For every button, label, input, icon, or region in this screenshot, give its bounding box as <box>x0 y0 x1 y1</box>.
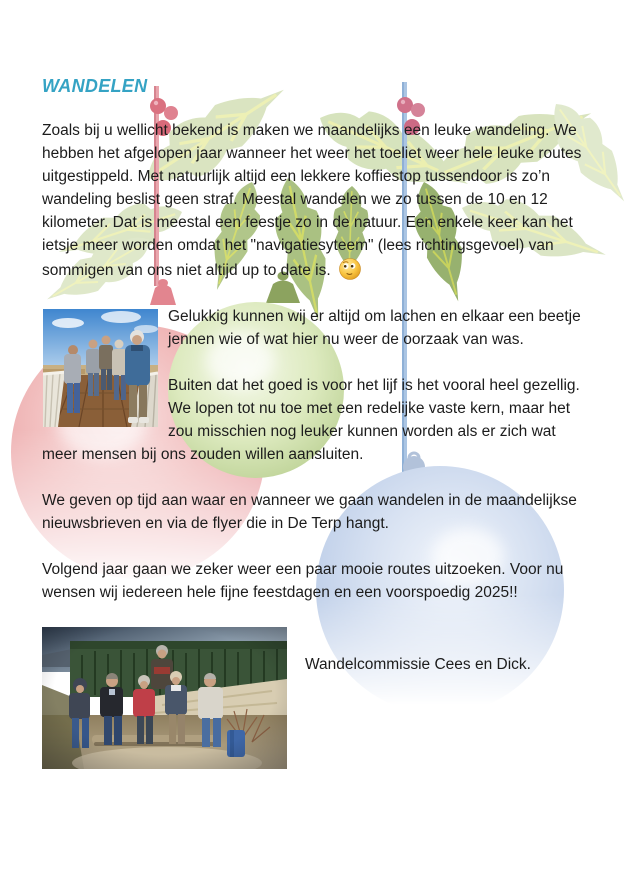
paragraph-wishes: Volgend jaar gaan we zeker weer een paar mooie routes uitzoeken. Voor nu wensen wij iedereen hele fijne feestdagen en een voorspoedig 2025!! <box>42 561 564 601</box>
page-title: WANDELEN <box>42 76 148 96</box>
bottom-section <box>42 627 585 769</box>
paragraph-healthy: Buiten dat het goed is voor het lijf is het vooral heel gezellig. We lopen tot nu toe met een redelijke vaste kern, maar het zou misschien nog leuker kunnen worden als er zich wat meer mensen bij ons zouden willen aansluiten. <box>42 377 580 463</box>
paragraph-intro <box>42 119 585 282</box>
paragraph-announcements: We geven op tijd aan waar en wanneer we gaan wandelen in de maandelijkse nieuwsbrieven en via de flyer die in De Terp hangt. <box>42 492 577 532</box>
winking-smiley-emoji <box>338 257 362 281</box>
media-section <box>42 305 585 466</box>
paragraph-intro-text: Zoals bij u wellicht bekend is maken we maandelijks een leuke wandeling. We hebben het afgelopen jaar wanneer het weer het toeliet weer hele leuke routes uitgestippeld. Met natuurlijk altijd een lekkere koffiestop tussendoor is zo’n wandeling beslist geen straf. Meestal wandelen we zo tussen de 10 en 12 kilometer. Dat is meestal een feestje zo in de natuur. Een enkele keer kan het ietsje meer worden omdat het "navigatiesyteem" (lees richtingsgevoel) van sommigen van ons niet altijd up to date is. <box>42 122 582 279</box>
group-log-photo <box>42 627 287 769</box>
boardwalk-walk-photo <box>43 309 158 427</box>
paragraph-laughing: Gelukkig kunnen wij er altijd om lachen en elkaar een beetje jennen wie of wat hier nu weer de oorzaak van was. <box>168 308 581 348</box>
photo-caption: Wandelcommissie Cees en Dick. <box>305 656 531 673</box>
